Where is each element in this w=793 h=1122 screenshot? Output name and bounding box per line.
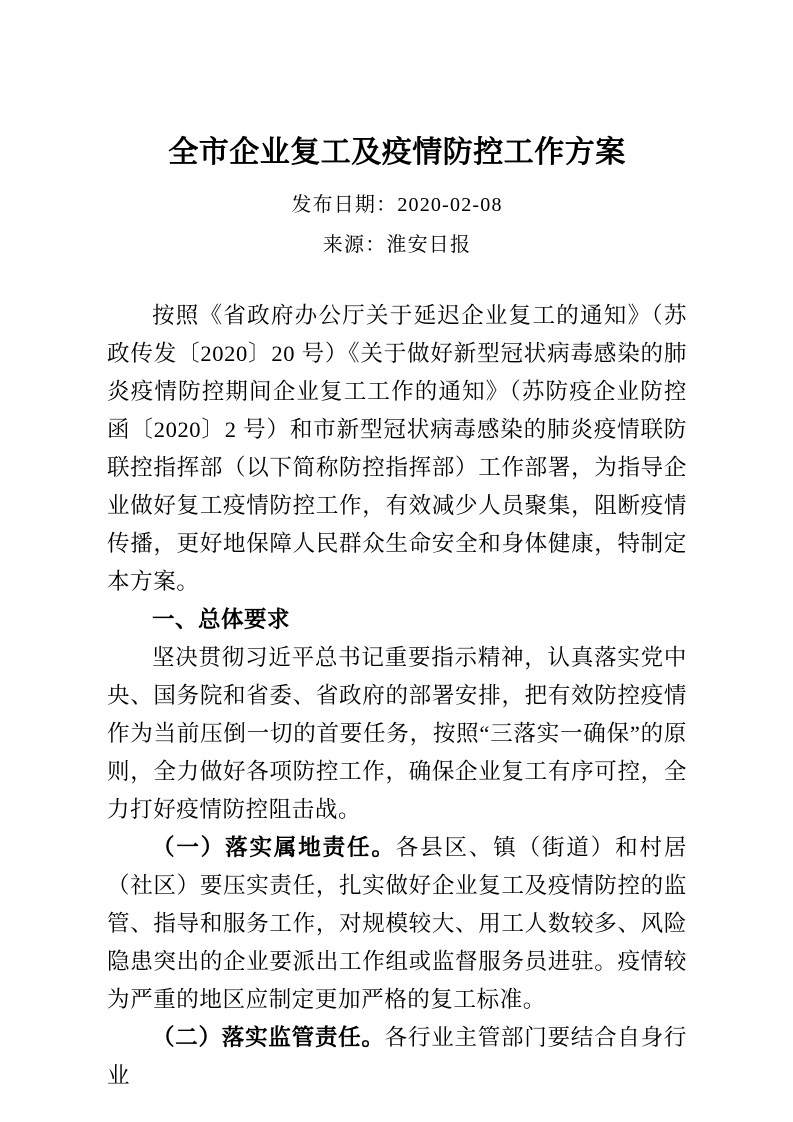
item-1-lead: （一）落实属地责任。 bbox=[152, 835, 396, 860]
section-heading-overall-requirements: 一、总体要求 bbox=[152, 607, 291, 632]
document-body bbox=[107, 259, 687, 1095]
source-label: 来源：淮安日报 bbox=[322, 234, 472, 256]
document-content bbox=[107, 0, 687, 1095]
item-2-lead: （二）落实监管责任。 bbox=[152, 1025, 385, 1050]
paragraph-intro: 按照《省政府办公厅关于延迟企业复工的通知》（苏政传发〔2020〕20 号）《关于做好新型冠状病毒感染的肺炎疫情防控期间企业复工工作的通知》（苏防疫企业防控函〔2020〕2 号）和市新型冠状病毒感染的肺炎疫情联防联控指挥部（以下简称防控指挥部）工作部署，为指导企业做好复工疫情防控工作，有效减少人员聚集，阻断疫情传播，更好地保障人民群众生命安全和身体健康，特制定本方案。 bbox=[107, 303, 687, 594]
paragraph-overall-requirements: 坚决贯彻习近平总书记重要指示精神，认真落实党中央、国务院和省委、省政府的部署安排，把有效防控疫情作为当前压倒一切的首要任务，按照“三落实一确保”的原则，全力做好各项防控工作，确保企业复工有序可控，全力打好疫情防控阻击战。 bbox=[107, 645, 687, 822]
paragraph-item-1 bbox=[107, 829, 687, 1019]
item-1-text: 各县区、镇（街道）和村居（社区）要压实责任，扎实做好企业复工及疫情防控的监管、指导和服务工作，对规模较大、用工人数较多、风险隐患突出的企业要派出工作组或监督服务员进驻。疫情较为严重的地区应制定更加严格的复工标准。 bbox=[107, 835, 687, 1012]
item-2-text: 各行业主管部门要结合自身行业 bbox=[107, 1025, 687, 1088]
page-title: 全市企业复工及疫情防控工作方案 bbox=[168, 136, 626, 169]
paragraph-item-2 bbox=[107, 1019, 687, 1095]
publish-date: 发布日期：2020-02-08 bbox=[291, 194, 503, 216]
